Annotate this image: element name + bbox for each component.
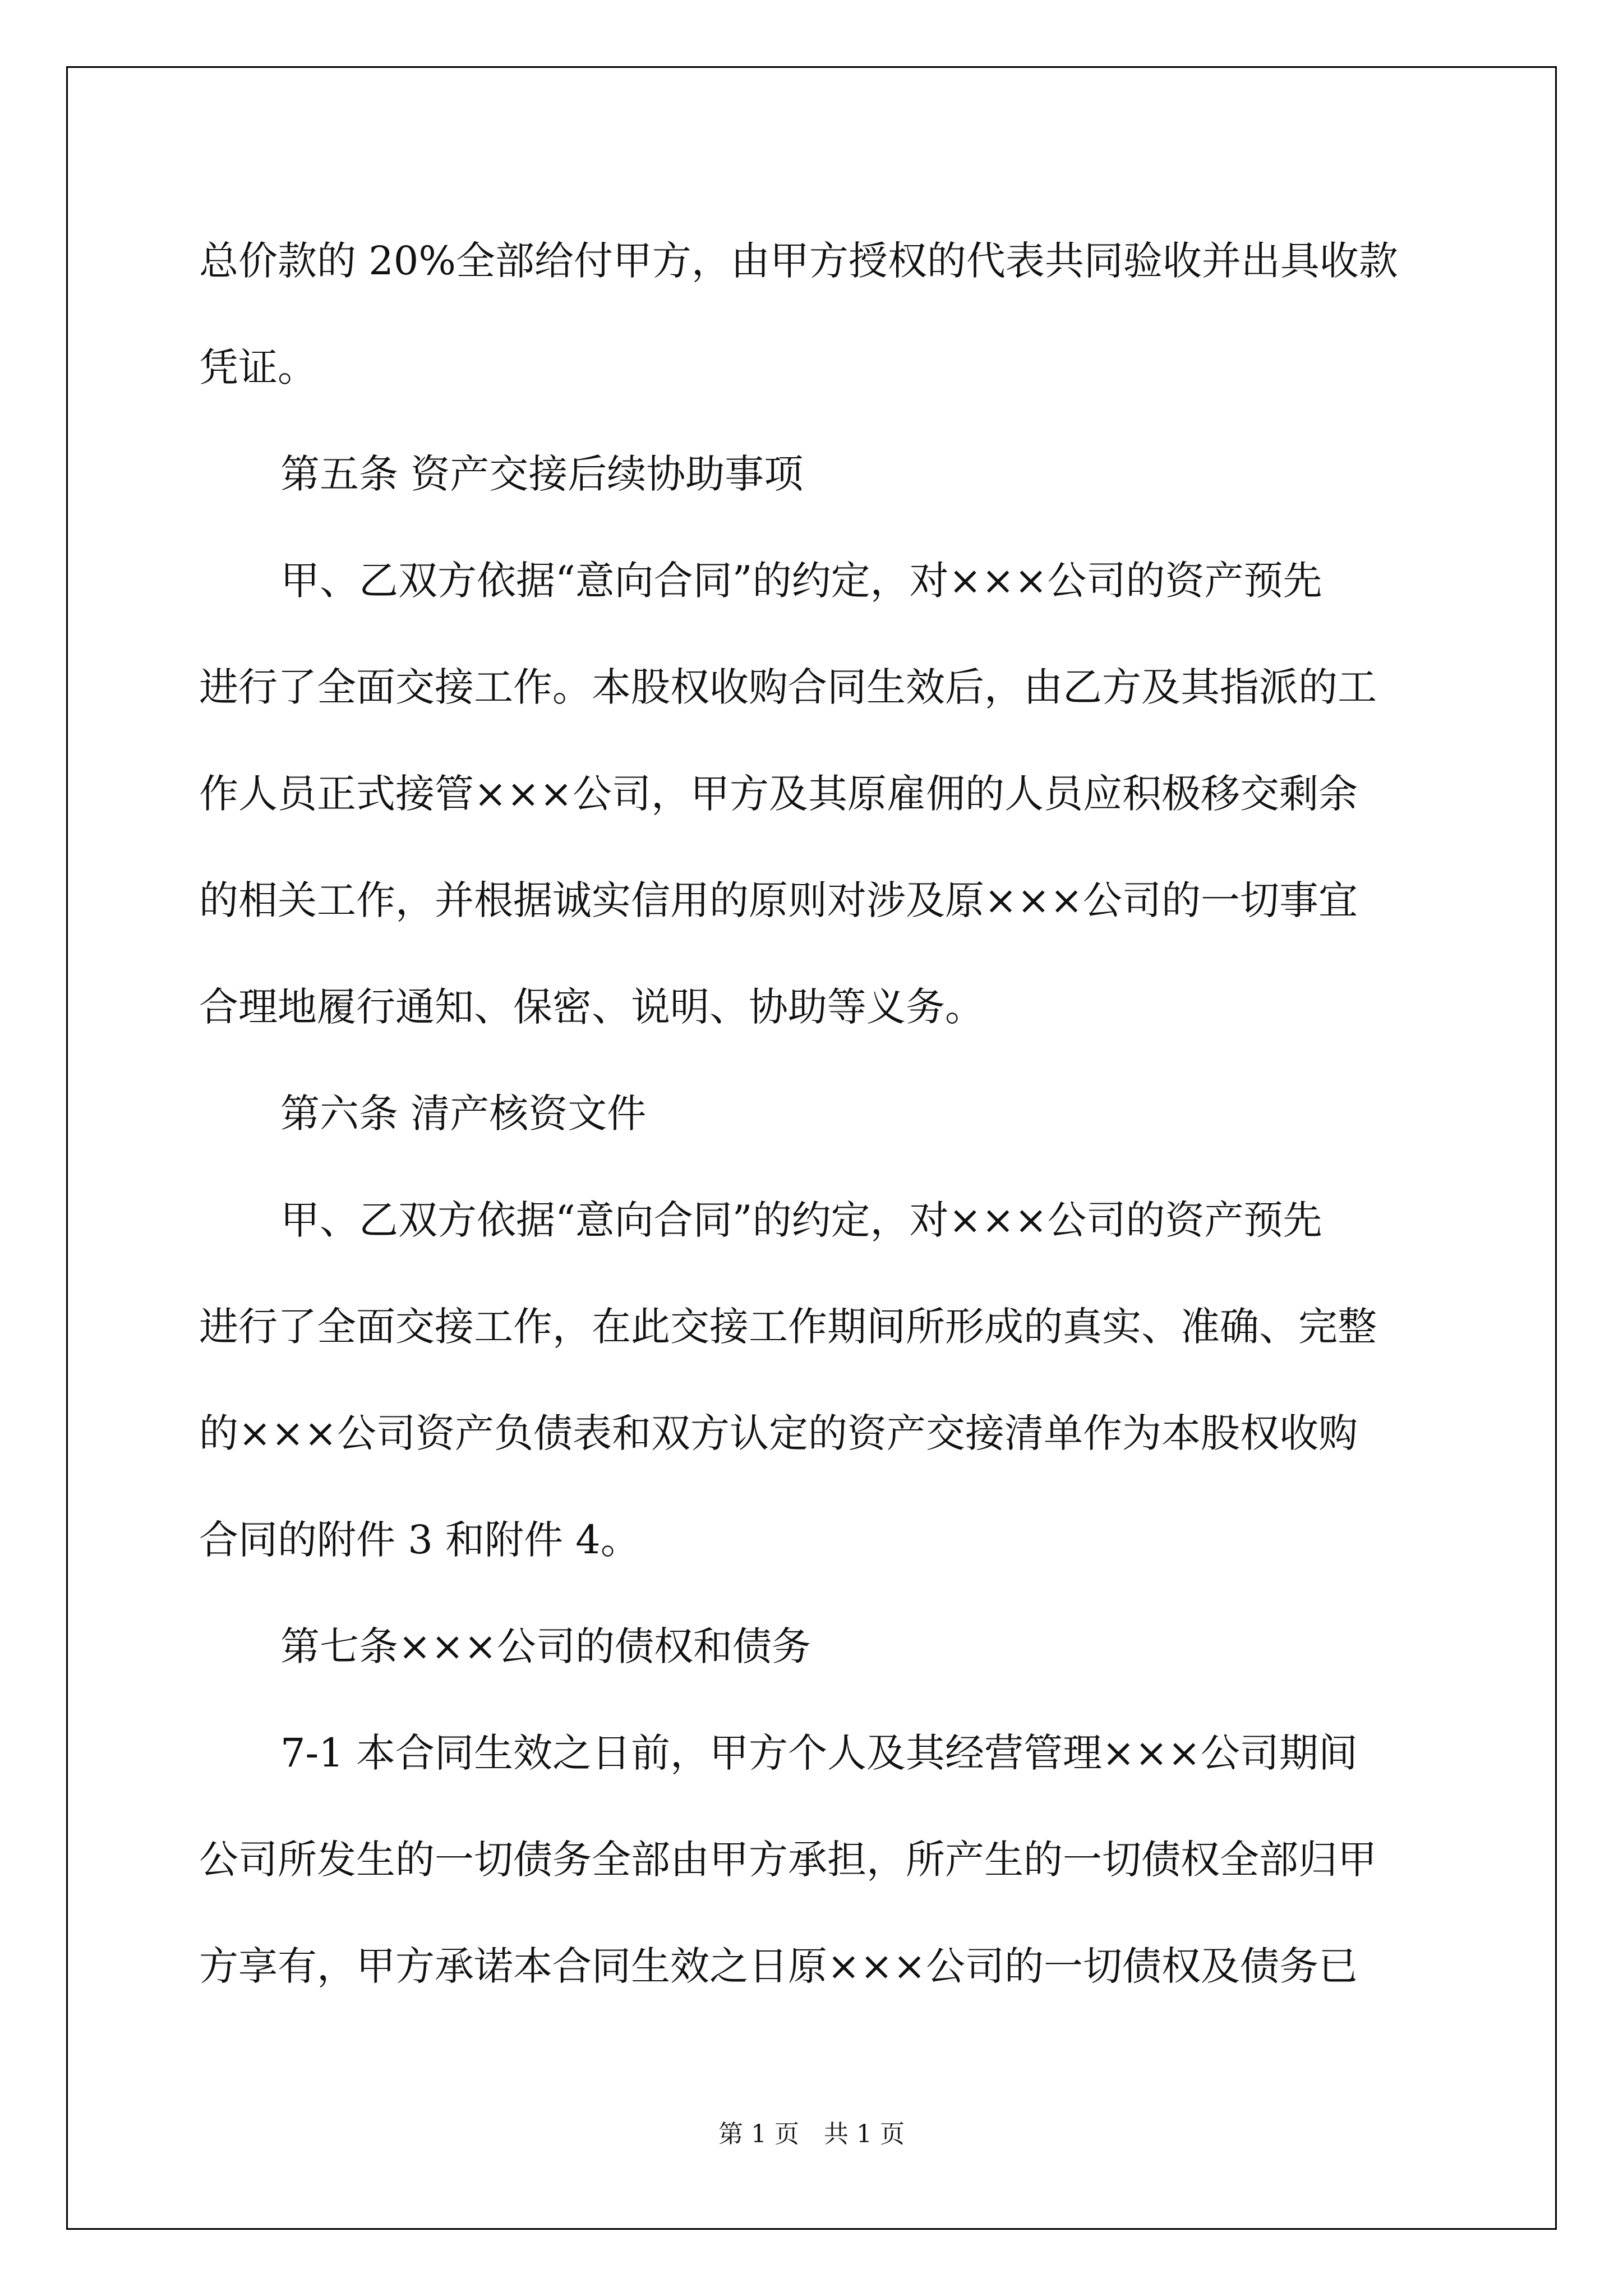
- paragraph-line: 进行了全面交接工作。本股权收购合同生效后，由乙方及其指派的工: [199, 664, 1377, 710]
- paragraph-line: 的相关工作，并根据诚实信用的原则对涉及原×××公司的一切事宜: [199, 877, 1358, 923]
- paragraph-line: 7-1 本合同生效之日前，甲方个人及其经营管理×××公司期间: [280, 1730, 1358, 1776]
- article-heading: 第七条×××公司的债权和债务: [280, 1623, 811, 1669]
- paragraph-line: 甲、乙双方依据“意向合同”的约定，对×××公司的资产预先: [280, 558, 1322, 604]
- article-heading: 第六条 清产核资文件: [280, 1091, 647, 1137]
- document-body: [199, 208, 1426, 2019]
- paragraph-line: 甲、乙双方依据“意向合同”的约定，对×××公司的资产预先: [280, 1197, 1322, 1243]
- paragraph-line: 公司所发生的一切债务全部由甲方承担，所产生的一切债权全部归甲: [199, 1837, 1377, 1883]
- page-number: 第 1 页 共 1 页: [718, 2120, 905, 2148]
- article-heading: 第五条 资产交接后续协助事项: [280, 451, 804, 497]
- paragraph-line: 的×××公司资产负债表和双方认定的资产交接清单作为本股权收购: [199, 1410, 1358, 1456]
- paragraph-line: 进行了全面交接工作，在此交接工作期间所形成的真实、准确、完整: [199, 1304, 1377, 1350]
- paragraph-line: 方享有，甲方承诺本合同生效之日原×××公司的一切债权及债务已: [199, 1943, 1358, 1989]
- paragraph-line: 作人员正式接管×××公司，甲方及其原雇佣的人员应积极移交剩余: [199, 771, 1358, 817]
- paragraph-line: 合同的附件 3 和附件 4。: [199, 1517, 640, 1563]
- paragraph-line: 凭证。: [199, 344, 317, 390]
- paragraph-line: 总价款的 20%全部给付甲方，由甲方授权的代表共同验收并出具收款: [199, 238, 1398, 284]
- paragraph-line: 合理地履行通知、保密、说明、协助等义务。: [199, 984, 984, 1030]
